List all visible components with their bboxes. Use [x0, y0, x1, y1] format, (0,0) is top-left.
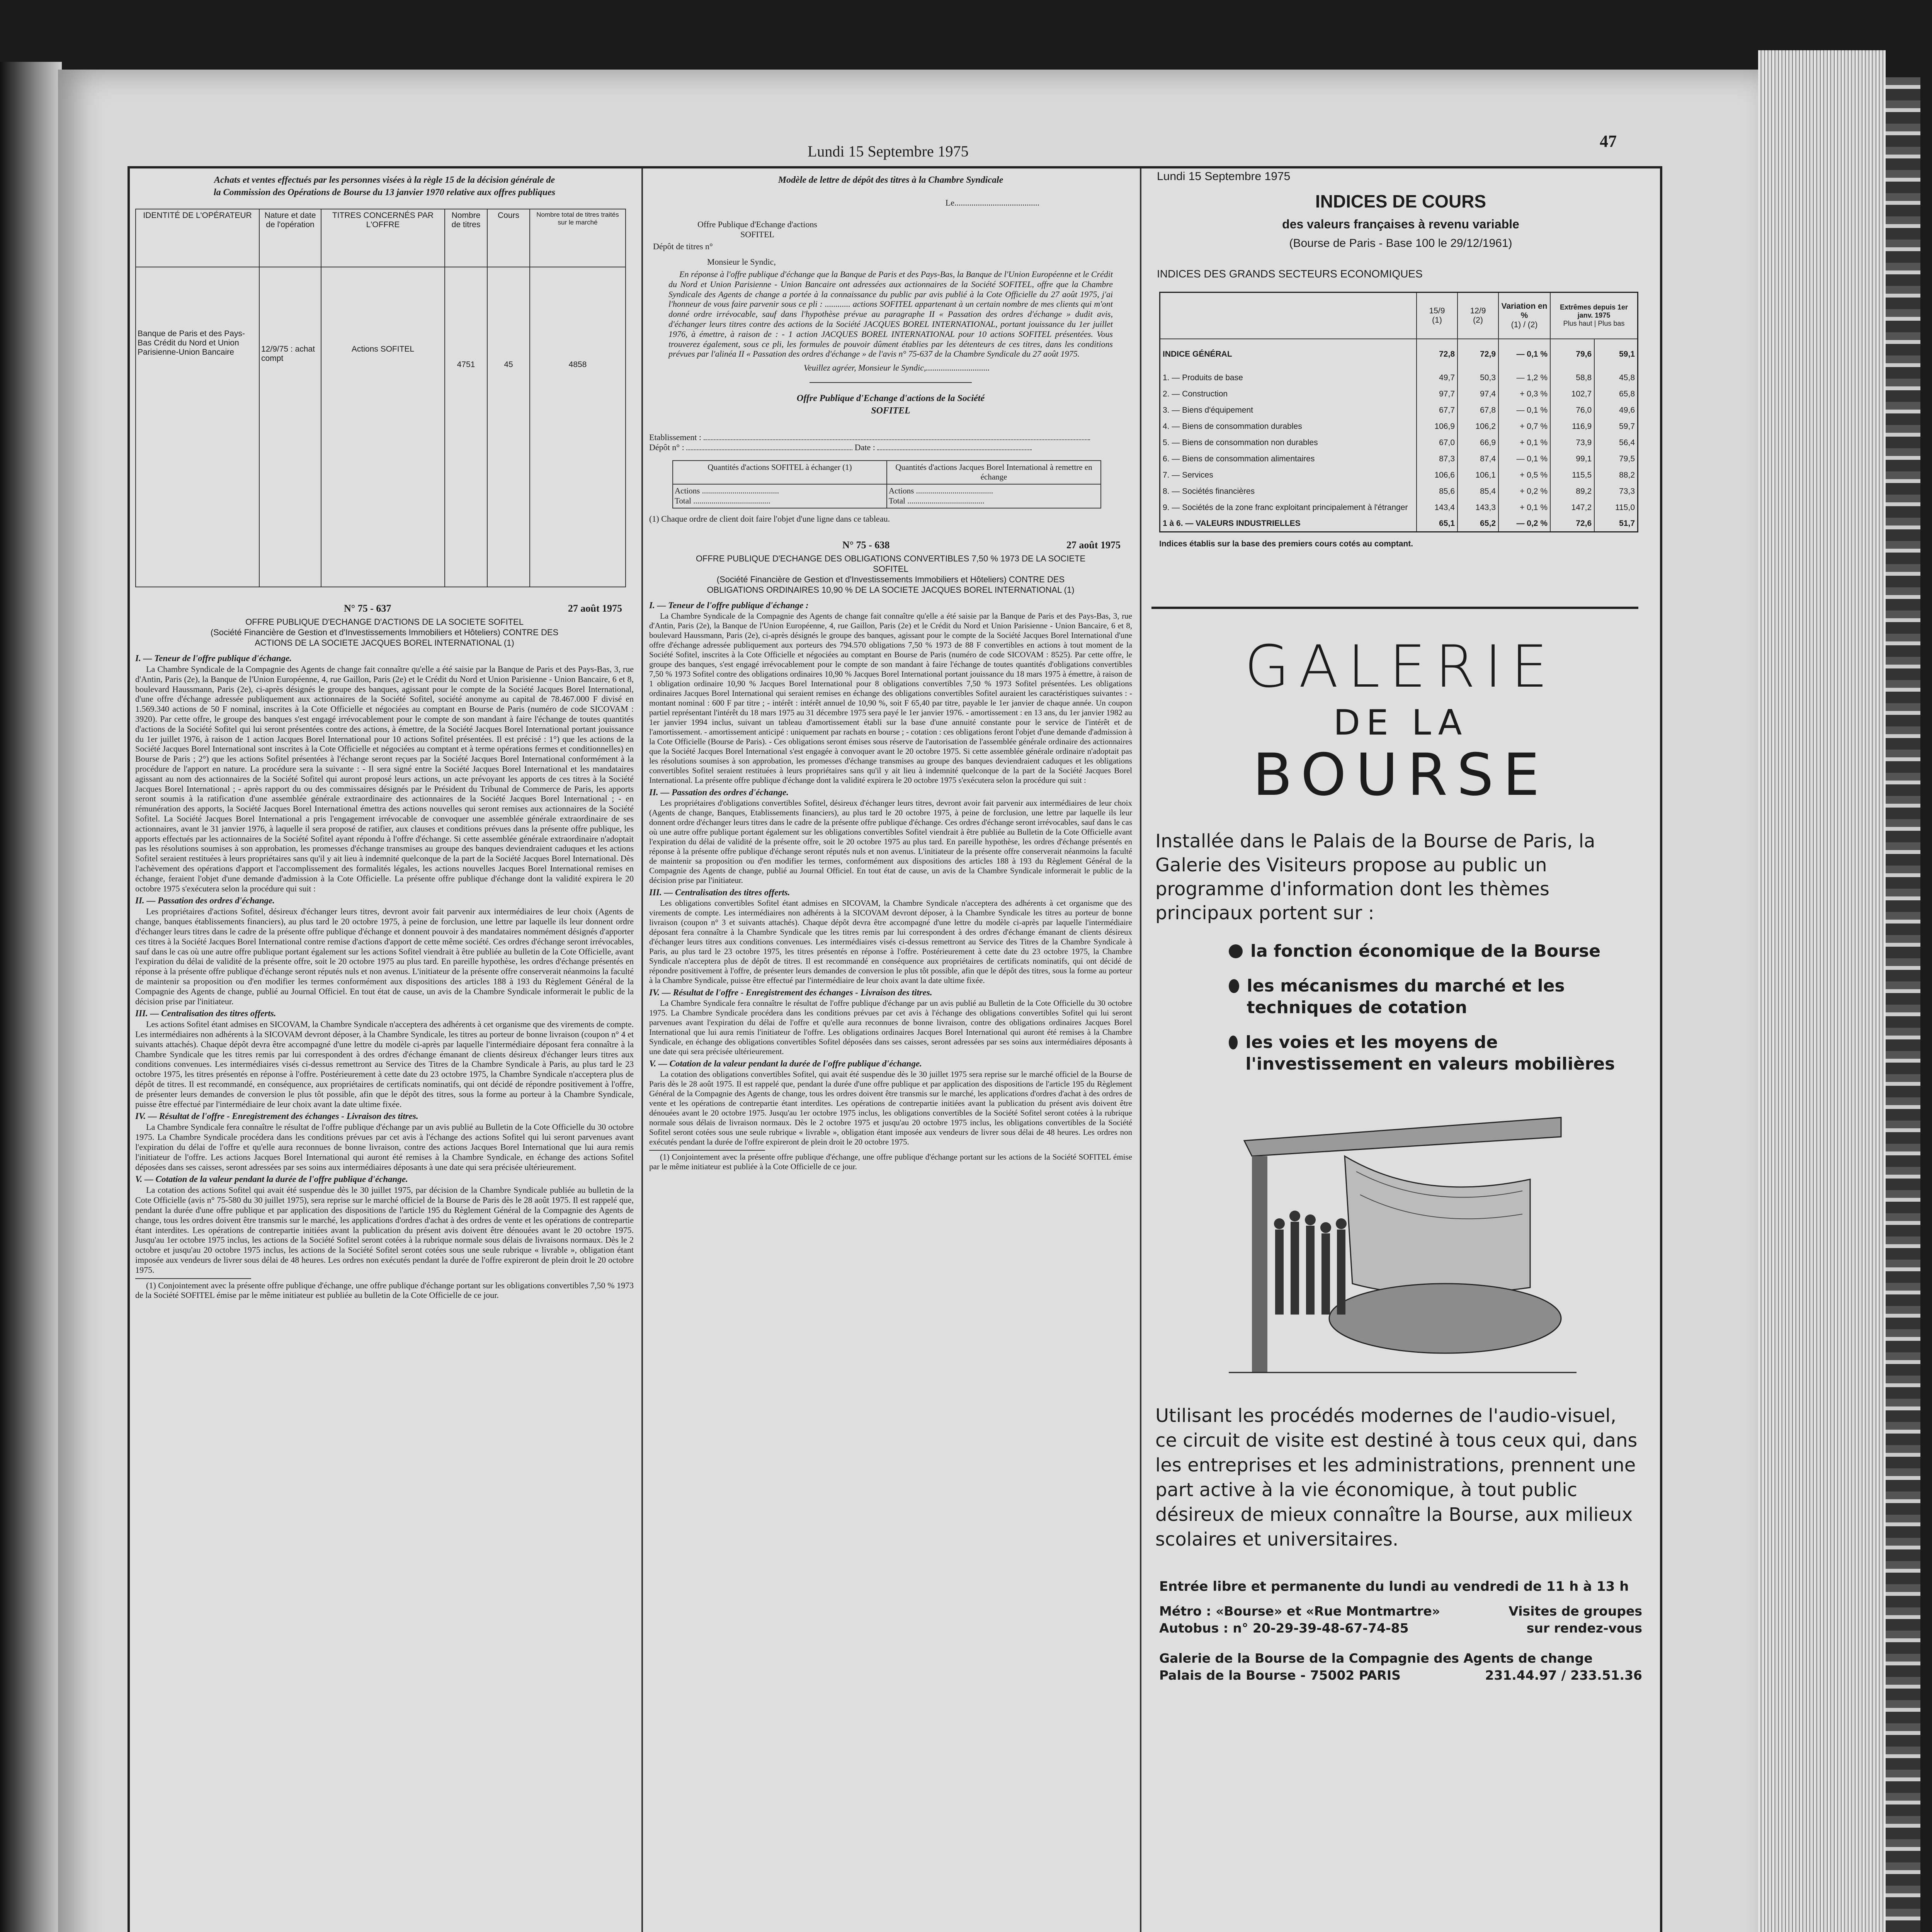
form-title: Offre Publique d'Echange d'actions de la Société SOFITEL [796, 393, 985, 416]
index-row [1160, 370, 1638, 386]
n2-s3-heading: III. — Centralisation des titres offerts. [649, 887, 790, 897]
cell-nombre: 4751 [445, 267, 487, 587]
n2-s3-text: Les obligations convertibles Sofitel étant admises en SICOVAM, la Chambre Syndicale n'acceptera des adhérents à cet organisme que des virements de compte. Les intermédiaires non adhérents à la SICOVAM devront déposer, à la Chambre Syndicale les titres au porteur de bonne livraison (coupon n° 3 et suivants attachés). Chaque dépôt devra être accompagné d'une lettre du modèle ci-après par laquelle l'intermédiaire déposant fera connaître à la Chambre Syndicale que les titres remis par lui correspondent à des ordres d'échange émanant de clients désireux d'échanger leurs titres aux conditions convenues. Les intermédiaires visés ci-dessus remettront au Service des Titres de la Chambre Syndicale à Paris, au plus tard le 23 octobre 1975, les titres présentés en réponse à l'offre. Postérieurement à cette date du 23 octobre 1975, la Chambre Syndicale n'acceptera plus de dépôt de titres. Il est recommandé en conséquence aux propriétaires de certificats nominatifs, qui ont décidé de répondre positivement à l'offre, de présenter leurs demandes de conversion le plus tôt possible, afin que le dépôt des titres, sous la forme au porteur à la Chambre Syndicale, puisse être effectué par l'intermédiaire de leur choix avant la date ultime fixée. [649, 898, 1132, 985]
notice-637-date: 27 août 1975 [568, 603, 622, 614]
s4-text: La Chambre Syndicale fera connaître le résultat de l'offre publique d'échange par un avis publié au Bulletin de la Cote Officielle du 30 octobre 1975. La Chambre Syndicale procédera dans les conditions prévues par cet avis à l'échange des actions Sofitel qui lui seront parvenues avant l'expiration du délai de l'offre et qu'elle aura reconnues de bonne livraison, contre des actions Jacques Borel International que lui aura remis l'initiateur de l'offre. Les actions Jacques Borel International qui auront été remises à la Chambre Syndicale, en échange des actions Sofitel déposées dans ses caisses, seront adressées par ses soins aux intermédiaires déposants à une date qui sera précisée ultérieurement. [135, 1122, 634, 1172]
n2-s1-text: La Chambre Syndicale de la Compagnie des Agents de change fait connaître qu'elle a été saisie par la Banque de Paris et des Pays-Bas, 3, rue d'Antin, Paris (2e), la Banque de l'Union Européenne, 4, rue Gaillon, Paris (2e) et le Crédit du Nord et Union Parisienne - Union Bancaire, 6 et 8, boulevard Haussmann, Paris (2e), ci-après désignés le groupe des banques, agissant pour le compte de la Société Jacques Borel International d'une offre d'échange adressée publiquement aux porteurs des 794.570 obligations 7,50 % 1973 de 88 F convertibles en actions à tout moment de la Société Sofitel, inscrites à la Cote Officielle et négociées au comptant en Bourse de Paris (numéro de code SICOVAM : 8525). Par cette offre, le groupe des banques, s'est engagé irrévocablement pour le compte de son mandant à faire l'échange de toutes quantités d'obligations convertibles 7,50 % 1973 Sofitel contre des obligations ordinaires 10,90 % Jacques Borel International portant jouissance du 18 mars 1975 à émettre, à raison de 1 obligation ordinaire 10,90 % Jacques Borel International pour 8 obligations convertibles 7,50 % 1973 Sofitel présentées. Les obligations ordinaires Jacques Borel International qui seraient remises en échange des obligations convertibles Sofitel auraient les caractéristiques suivantes : - montant nominal : 600 F par titre ; - intérêt : intérêt annuel de 10,90 %, soit F 65,40 par titre, payable le 1er janvier de chaque année. Un coupon partiel représentant l'intérêt du 18 mars 1975 au 31 décembre 1975 sera payé le 1er janvier 1976. - amortissement : en 13 ans, du 1er janvier 1982 au 1er janvier 1994 inclus, suivant un tableau d'amortissement établi sur la base d'une annuité constante pour le service de l'intérêt et de l'amortissement. - amortissement anticipé : uniquement par rachats en bourse ; - cotation : ces obligations feront l'objet d'une demande d'admission à la Cote Officielle (Bourse de Paris). - Ces obligations seront émises sous réserve de l'autorisation de l'assemblée générale ordinaire des actionnaires que la Société Jacques Borel International s'est engagée à convoquer avant le 20 octobre 1975. Si cette assemblée générale ordinaire n'adoptait pas les résolutions soumises à son approbation, les promesses d'échange transmises au groupe des banques deviendraient caduques et les obligations convertibles Sofitel seraient restituées à leurs propriétaires sans qu'il y ait lieu à indemnité quelconque de la part de la Société Jacques Borel International. La présente offre publique d'échange dont la validité expirera le 20 octobre 1975 s'exécutera selon la procédure qui suit : [649, 611, 1132, 785]
binding-cover [1886, 77, 1920, 1932]
ad-bullets [1229, 940, 1650, 1075]
notice-637-subtitle: (Société Financière de Gestion et d'Investissements Immobiliers et Hôteliers) CONTRE DES ACTIONS DE LA SOCIETE JACQUES BOREL INTERNATIONAL (1) [210, 628, 559, 648]
ad-h3: BOURSE [1252, 742, 1549, 809]
index-cell-label: 4. — Biens de consommation durables [1163, 422, 1302, 431]
th-c3 [1498, 293, 1550, 339]
form-establishment-line [704, 439, 1090, 440]
index-cell-label: 8. — Sociétés financières [1163, 486, 1255, 496]
th-c1-date: 15/9 [1429, 306, 1445, 315]
index-row [1160, 516, 1638, 532]
th-c2 [1458, 293, 1498, 339]
indices-body [1160, 339, 1638, 532]
ad-bullet-2-text: les mécanismes du marché et les techniques de cotation [1247, 976, 1565, 1017]
ad-address-2: Palais de la Bourse - 75002 PARIS [1159, 1668, 1401, 1683]
form-deposit-label: Dépôt n° : [649, 442, 684, 452]
form-row2-label: Total [675, 496, 691, 505]
index-cell-lo: 45,8 [1594, 370, 1638, 386]
form-row1-label: Actions [675, 486, 700, 496]
ad-rule [1151, 607, 1638, 609]
form-note: (1) Chaque ordre de client doit faire l'objet d'une ligne dans ce tableau. [649, 514, 890, 524]
index-row [1160, 483, 1638, 500]
index-cell-v2: 85,4 [1458, 483, 1498, 500]
deposit-form [649, 432, 1132, 524]
index-cell-label: 3. — Biens d'équipement [1163, 405, 1253, 415]
index-cell-v2: 106,1 [1458, 467, 1498, 483]
index-cell-var: + 0,1 % [1498, 435, 1550, 451]
index-cell-lo: 49,6 [1594, 402, 1638, 418]
ad-transport [1159, 1603, 1642, 1637]
curved-screen [1345, 1156, 1530, 1294]
index-cell-hi: 99,1 [1550, 451, 1594, 467]
index-cell-var: — 0,1 % [1498, 402, 1550, 418]
ad-bullet-2 [1229, 975, 1650, 1019]
letter-place: Le........................................ [945, 198, 1039, 207]
floor-platform [1329, 1284, 1561, 1353]
indices-table [1159, 292, 1638, 532]
page-number: 47 [1600, 132, 1617, 151]
s1-heading: I. — Teneur de l'offre publique d'échange. [135, 653, 292, 663]
notice-638-date: 27 août 1975 [1066, 539, 1121, 551]
th-nature: Nature et date de l'opération [259, 209, 321, 267]
th-blank [1160, 293, 1417, 339]
bullet-dot-icon [1229, 944, 1243, 958]
column-separator-1 [641, 168, 643, 1932]
index-cell-label: 1. — Produits de base [1163, 373, 1243, 382]
th-c3-label: Variation en % [1501, 301, 1548, 320]
index-cell-var: — 1,2 % [1498, 370, 1550, 386]
th-c1 [1417, 293, 1458, 339]
form-table [672, 460, 1101, 509]
index-cell-hi: 72,6 [1550, 516, 1594, 532]
indices-note: Indices établis sur la base des premiers cours cotés au comptant. [1159, 539, 1413, 548]
th-c4-hi: Plus haut [1563, 320, 1592, 328]
index-cell-v2: 65,2 [1458, 516, 1498, 532]
th-c2-date: 12/9 [1470, 306, 1486, 315]
cell-titres: Actions SOFITEL [321, 267, 445, 587]
ad-metro: Métro : «Bourse» et «Rue Montmartre» [1159, 1604, 1440, 1619]
index-cell-var: + 0,2 % [1498, 483, 1550, 500]
page-stack-edge [1758, 50, 1886, 1932]
pillar [1252, 1156, 1267, 1372]
s5-heading: V. — Cotation de la valeur pendant la durée de l'offre publique d'échange. [135, 1174, 408, 1184]
index-cell-v1: 67,7 [1417, 402, 1458, 418]
ad-address [1159, 1650, 1642, 1684]
letter-salutation: Monsieur le Syndic, [707, 257, 776, 267]
index-cell-var: — 0,1 % [1498, 339, 1550, 370]
notice-638-number: N° 75 - 638 [842, 539, 890, 551]
table-title: Achats et ventes effectués par les personnes visées à la règle 15 de la décision générale de la Commission des Opérations de Bourse du 13 janvier 1970 relative aux offres publiques [213, 175, 556, 197]
index-cell-v1: 72,8 [1417, 339, 1458, 370]
index-cell-v1: 67,0 [1417, 435, 1458, 451]
index-cell-v1: 87,3 [1417, 451, 1458, 467]
n2-s5-heading: V. — Cotation de la valeur pendant la durée de l'offre publique d'échange. [649, 1058, 922, 1068]
notice-637-header [135, 603, 634, 614]
operations-table [135, 209, 626, 587]
n2-s1-heading: I. — Teneur de l'offre publique d'échange : [649, 600, 809, 610]
letter-closing: Veuillez agréer, Monsieur le Syndic,.............................. [804, 363, 990, 373]
index-row [1160, 435, 1638, 451]
index-cell-lo: 59,1 [1594, 339, 1638, 370]
ad-bullet-3 [1229, 1032, 1650, 1075]
cell-operator: Banque de Paris et des Pays-Bas Crédit du Nord et Union Parisienne-Union Bancaire [136, 267, 259, 587]
index-cell-v2: 106,2 [1458, 418, 1498, 435]
letter-deposit: Dépôt de titres n° [653, 242, 713, 252]
th-c2-num: (2) [1473, 315, 1483, 325]
s1-text: La Chambre Syndicale de la Compagnie des Agents de change fait connaître qu'elle a été saisie par la Banque de Paris et des Pays-Bas, 3, rue d'Antin, Paris (2e), la Banque de l'Union Européenne, 4, rue Gaillon, Paris (2e) et le Crédit du Nord et Union Parisienne - Union Bancaire, 6 et 8, boulevard Haussmann, Paris (2e), ci-après désignés le groupe des banques, agissant pour le compte de la Société Jacques Borel International, d'une offre d'échange adressée publiquement aux actionnaires de la Société Sofitel, société anonyme au capital de 78.467.000 F divisé en 1.569.340 actions de 50 F nominal, inscrites à la Cote Officielle et négociées au comptant en Bourse de Paris (numéro de code SICOVAM : 3920). Par cette offre, le groupe des banques s'est engagé irrévocablement pour le compte de son mandant à faire l'échange de toutes quantités d'actions de la Société Sofitel qui lui seront présentées contre des actions, à émettre, de la Société Jacques Borel International portant jouissance du 1er juillet 1976, à raison de 1 action Jacques Borel International pour 10 actions Sofitel présentées. Il est précisé : 1°) que les actions de la Société Jacques Borel International sont inscrites à la Cote Officielle et négociées au comptant et à terme opérations fermes et conditionnelles) en Bourse de Paris ; 2°) que les actions Sofitel présentées à l'échange seront reçues par la Société Jacques Borel International conformément à la procédure de l'apport en nature. La procédure sera la suivante : - Il sera signé entre la Société Jacques Borel International et les mandataires agissant au nom des actionnaires de la Société Sofitel qui auront proposé leurs actions, un acte prévoyant les apports de ces titres à la Société Jacques Borel International ; - après rapport du ou des commissaires désignés par le Président du Tribunal de Commerce de Paris, les apports seront soumis à la ratification d'une assemblée générale extraordinaire des actionnaires de la Société Jacques Borel International ; - en rémunération des apports, la Société Jacques Borel International émettra des actions nouvelles qui seront remises aux actionnaires de la Société Sofitel. La Société Jacques Borel International a pris l'engagement irrévocable de convoquer une assemblée générale extraordinaire de ses actionnaires, avant le 31 janvier 1976, à laquelle il sera proposé de ratifier, aux clauses et conditions prévues dans la présente offre publique, les apports effectués par les actionnaires de la Société Sofitel ayant répondu à l'offre d'échange. Si cette assemblée générale extraordinaire n'adoptait pas les résolutions soumises à son approbation, les promesses d'échange transmises au groupe des banques deviendraient caduques et les actions Sofitel seraient restituées à leurs propriétaires sans qu'il y ait lieu à indemnité quelconque de la part de la Société Jacques Borel International. Dès l'achèvement des opérations d'apport et l'accomplissement des formalités légales, les actions nouvelles Jacques Borel International remises en échange, feraient l'objet d'une demande d'admission à la Cote Officielle. La présente offre publique d'échange dont la validité expirera le 20 octobre 1975 s'exécutera selon la procédure qui suit : [135, 664, 634, 893]
bullet-dot-icon [1229, 979, 1239, 993]
index-cell-lo: 59,7 [1594, 418, 1638, 435]
s3-text: Les actions Sofitel étant admises en SICOVAM, la Chambre Syndicale n'acceptera des adhérents à cet organisme que des virements de compte. Les intermédiaires non adhérents à la SICOVAM devront déposer, à la Chambre Syndicale, les titres au porteur de bonne livraison (coupon n° 4 et suivants attachés). Chaque dépôt devra être accompagné d'une lettre du modèle ci-après par laquelle l'intermédiaire déposant fera connaître à la Chambre Syndicale que les titres remis par lui correspondent à des ordres d'échange émanant de clients désireux d'échanger leurs titres aux conditions convenues. Les intermédiaires visés ci-dessus remettront au Service des Titres de la Chambre Syndicale à Paris, au plus tard le 23 octobre 1975, les titres présentés en réponse à l'offre. Postérieurement à cette date du 23 octobre 1975, la Chambre Syndicale n'acceptera plus de dépôt de titres. Il est recommandé, en conséquence, aux propriétaires de certificats nominatifs, qui ont décidé de répondre positivement à l'offre, de présenter leurs demandes de conversion le plus tôt possible, afin que le dépôt des titres, sous la forme au porteur à la Chambre Syndicale, puisse être effectué par l'intermédiaire de leur choix avant la date ultime fixée. [135, 1019, 634, 1109]
index-cell-label: 9. — Sociétés de la zone franc exploitant principalement à l'étranger [1163, 503, 1408, 512]
notice-637-title [197, 617, 572, 648]
index-cell-v1: 106,6 [1417, 467, 1458, 483]
ad-bullet-1 [1229, 940, 1650, 962]
index-cell-v2: 67,8 [1458, 402, 1498, 418]
index-cell-label: INDICE GÉNÉRAL [1163, 350, 1232, 359]
form-h2: Quantités d'actions Jacques Borel International à remettre en échange [887, 461, 1101, 485]
journal-page [58, 70, 1758, 1932]
form-deposit-line [686, 449, 852, 450]
form-date-line [877, 449, 1032, 450]
form-row1-label-right: Actions [889, 486, 914, 496]
ad-h2: DE LA [1333, 702, 1468, 743]
notice-637-number: N° 75 - 637 [344, 603, 391, 614]
index-cell-v1: 85,6 [1417, 483, 1458, 500]
th-c1-num: (1) [1432, 315, 1442, 325]
th-nombre: Nombre de titres [445, 209, 487, 267]
ad-bullet-1-text: la fonction économique de la Bourse [1250, 941, 1601, 961]
notice-638-title [688, 553, 1094, 595]
n2-s2-heading: II. — Passation des ordres d'échange. [649, 787, 789, 797]
ad-groups-1: Visites de groupes [1509, 1604, 1642, 1619]
n2-s4-text: La Chambre Syndicale fera connaître le résultat de l'offre publique d'échange par un avis publié au Bulletin de la Cote Officielle du 30 octobre 1975. La Chambre Syndicale procédera dans les conditions prévues par cet avis à l'échange des obligations convertibles Sofitel qui lui seront parvenues avant l'expiration du délai de l'offre et qu'elle aura reconnues de bonne livraison, contre des obligations ordinaires Jacques Borel International que lui aura remis l'initiateur de l'offre. Les obligations ordinaires Jacques Borel International qui auront été remises à la Chambre Syndicale, en échange des obligations convertibles Sofitel déposées dans ses caisses, seront adressées par ses soins aux intermédiaires déposants à une date qui sera précisée ultérieurement. [649, 998, 1132, 1056]
th-total: Nombre total de titres traités sur le marché [530, 209, 626, 267]
form-establishment-label: Etablissement : [649, 432, 702, 442]
indices-title: INDICES DE COURS [1315, 191, 1486, 211]
visitor-figures [1274, 1211, 1347, 1315]
index-cell-v1: 143,4 [1417, 500, 1458, 516]
index-cell-v2: 50,3 [1458, 370, 1498, 386]
s5-text: La cotation des actions Sofitel qui avait été suspendue dès le 30 juillet 1975, par décision de la Chambre Syndicale publiée au bulletin de la Cote Officielle (avis n° 75-580 du 30 juillet 1975), sera reprise sur le marché officiel de la Bourse de Paris dès le 28 août 1975. Il est rappelé que, pendant la durée d'une offre publique et par application des dispositions de l'article 195 du Règlement Général de la Compagnie des Agents de change, tous les ordres doivent être transmis sur le marché, les applications d'ordres d'achat à des ordres de vente et les opérations de contrepartie étant interdites. Les opérations de contrepartie initiées avant la publication du présent avis doivent être dénouées avant le 20 octobre 1975. Jusqu'au 1er octobre 1975 inclus, les actions de la Société Sofitel seront cotées à la rubrique normale sous délais de livraisons normaux. Dès le 2 octobre et jusqu'au 20 octobre 1975 inclus, les actions de la Société Sofitel seront cotées sous une seule rubrique « livrable », obligation étant imposée aux vendeurs de livrer sous délai de 48 heures. Les ordres non exécutés pendant la durée de l'offre expireront de plein droit le 20 octobre 1975. [135, 1185, 634, 1275]
index-cell-v2: 66,9 [1458, 435, 1498, 451]
footnote: (1) Conjointement avec la présente offre publique d'échange, une offre publique d'échange portant sur les obligations convertibles 7,50 % 1973 de la Société SOFITEL émise par le même initiateur est publiée au bulletin de la Cote Officielle de ce jour. [135, 1280, 634, 1300]
index-cell-hi: 73,9 [1550, 435, 1594, 451]
index-row [1160, 500, 1638, 516]
index-cell-lo: 65,8 [1594, 386, 1638, 402]
s3-heading: III. — Centralisation des titres offerts. [135, 1009, 276, 1019]
n2-s4-heading: IV. — Résultat de l'offre - Enregistrement des échanges - Livraison des titres. [649, 987, 932, 997]
n2-s5-text: La cotation des obligations convertibles Sofitel, qui avait été suspendue dès le 30 juillet 1975 sera reprise sur le marché officiel de la Bourse de Paris dès le 28 août 1975. Il est rappelé que, pendant la durée d'une offre publique et par application des dispositions de l'article 195 du Règlement Général de la Compagnie des Agents de change, tous les ordres doivent être transmis sur le marché, les applications d'ordres d'achat à des ordres de vente et les opérations de contrepartie étant interdites. Les opérations de contrepartie initiées avant la publication du présent avis doivent être dénouées avant le 20 octobre 1975. Jusqu'au 1er octobre 1975 inclus, les obligations convertibles de la Société Sofitel seront cotées à la rubrique normale sous délais de livraison normaux. Dès le 2 octobre 1975 et jusqu'au 20 octobre 1975 inclus, les obligations convertibles de la Société Sofitel seront cotées sous une seule rubrique « livrable », obligation étant imposée aux vendeurs de livrer sous délai de 48 heures. Les ordres non exécutés pendant la durée de l'offre expireront de plein droit le 20 octobre 1975. [649, 1069, 1132, 1146]
ad-hours: Entrée libre et permanente du lundi au vendredi de 11 h à 13 h [1159, 1579, 1629, 1594]
letter-body: En réponse à l'offre publique d'échange que la Banque de Paris et des Pays-Bas, la Banque de l'Union Européenne et le Crédit du Nord et Union Parisienne - Union Bancaire ont adressées aux actionnaires de la Société SOFITEL, offre que la Chambre Syndicale des Agents de change a portée à la connaissance du public par avis publié à la Cote Officielle du 27 août 1975, j'ai l'honneur de vous faire parvenir sous ce pli : ............ actions SOFITEL appartenant à un certain nombre de mes clients qui m'ont donné ordre irrévocable, sauf dans l'hypothèse prévue au paragraphe II « Passation des ordres d'échange » dudit avis, d'échanger leurs titres contre des actions de la Société JACQUES BOREL INTERNATIONAL, portant jouissance du 1er juillet 1976, à émettre, à raison de : - 1 action JACQUES BOREL INTERNATIONAL pour 10 actions SOFITEL présentées. Vous trouverez également, sous ce pli, les formules de pouvoir dûment établies par les détenteurs de ces titres, dans les conditions prévues par l'alinéa II « Passation des ordres d'échange » de l'avis n° 75-637 de la Chambre Syndicale du 27 août 1975. [668, 269, 1113, 359]
notice-638-body [649, 600, 1132, 1172]
index-cell-v2: 97,4 [1458, 386, 1498, 402]
form-h1: Quantités d'actions SOFITEL à échanger (1) [673, 461, 887, 485]
galerie-ad [1151, 633, 1650, 1684]
indices-date: Lundi 15 Septembre 1975 [1157, 170, 1291, 183]
index-row [1160, 467, 1638, 483]
index-row [1160, 418, 1638, 435]
index-cell-label: 7. — Services [1163, 470, 1213, 480]
index-cell-v1: 65,1 [1417, 516, 1458, 532]
index-row [1160, 451, 1638, 467]
ceiling-panel [1244, 1117, 1561, 1156]
ad-bullet-3-text: les voies et les moyens de l'investissement en valeurs mobilières [1245, 1032, 1615, 1074]
form-deposit [649, 442, 1132, 452]
indices-base: (Bourse de Paris - Base 100 le 29/12/1961) [1289, 237, 1512, 250]
index-cell-label: 6. — Biens de consommation alimentaires [1163, 454, 1315, 463]
index-cell-var: + 0,1 % [1498, 500, 1550, 516]
ad-h1: GALERIE [1244, 633, 1557, 701]
th-titres: TITRES CONCERNÉS PAR L'OFFRE [321, 209, 445, 267]
column-2 [649, 174, 1132, 1172]
index-row [1160, 386, 1638, 402]
form-establishment [649, 432, 1132, 442]
letter-title: Modèle de lettre de dépôt des titres à la Chambre Syndicale [778, 175, 1003, 185]
th-c4-label: Extrêmes depuis 1er janv. 1975 [1560, 303, 1628, 320]
form-date-label: Date : [854, 442, 875, 452]
column-3 [1151, 170, 1650, 1684]
cell-total: 4858 [530, 267, 626, 587]
index-cell-lo: 115,0 [1594, 500, 1638, 516]
s2-text: Les propriétaires d'actions Sofitel, désireux d'échanger leurs titres, devront avoir fait parvenir aux intermédiaires de leur choix (Agents de change, banques établissements financiers), au plus tard le 20 octobre 1975, à peine de forclusion, une lettre par laquelle ils leur donnent ordre d'échanger leurs titres dans le cadre de la présente offre publique d'échange et donnent pouvoir à des mandataires nommément désignés d'apporter ces titres à la Société Jacques Borel International contre remise d'actions d'apport de cette même société. Ces ordres d'échange seront irrévocables, sauf dans le cas où une autre offre publique portant également sur les actions Sofitel viendrait à être publiée au bulletin de la Cote Officielle, avant l'expiration du délai de validité de la présente offre, soit le 20 octobre 1975 au plus tard. En pareille hypothèse, les ordres d'échange présentés en réponse à la présente offre publique d'échange seront réputés nuls et non avenus. L'initiateur de la présente offre conserverait néanmoins la faculté de maintenir sa proposition ou d'en modifier les termes conformément aux dispositions des articles 188 à 193 du Règlement Général de la Compagnie des Agents de change, publié au Journal Officiel. En tout état de cause, un avis de la Chambre Syndicale informerait le public de la décision prise par l'initiateur. [135, 906, 634, 1006]
index-cell-lo: 51,7 [1594, 516, 1638, 532]
ad-address-line2 [1159, 1667, 1642, 1684]
notice-637-body [135, 653, 634, 1300]
gallery-illustration [1229, 1102, 1577, 1380]
index-row [1160, 339, 1638, 370]
index-cell-var: + 0,7 % [1498, 418, 1550, 435]
cell-cours: 45 [487, 267, 530, 587]
index-cell-v2: 143,3 [1458, 500, 1498, 516]
index-cell-v1: 106,9 [1417, 418, 1458, 435]
notice-638-title-text: OFFRE PUBLIQUE D'ECHANGE DES OBLIGATIONS CONVERTIBLES 7,50 % 1973 DE LA SOCIETE SOFITEL [696, 553, 1086, 574]
index-cell-var: — 0,1 % [1498, 451, 1550, 467]
bullet-dot-icon [1229, 1036, 1238, 1049]
sectors-title: INDICES DES GRANDS SECTEURS ECONOMIQUES [1157, 268, 1423, 280]
index-cell-label: 1 à 6. — VALEURS INDUSTRIELLES [1163, 519, 1301, 528]
th-c4-lo: Plus bas [1598, 320, 1625, 328]
index-cell-hi: 89,2 [1550, 483, 1594, 500]
index-cell-hi: 147,2 [1550, 500, 1594, 516]
running-date: Lundi 15 Septembre 1975 [808, 143, 969, 160]
index-cell-hi: 79,6 [1550, 339, 1594, 370]
index-cell-hi: 76,0 [1550, 402, 1594, 418]
index-cell-v2: 72,9 [1458, 339, 1498, 370]
ad-transport-left [1159, 1603, 1440, 1637]
indices-subtitle: des valeurs françaises à revenu variable [1282, 217, 1519, 231]
ad-phone: 231.44.97 / 233.51.36 [1485, 1668, 1642, 1683]
index-cell-lo: 73,3 [1594, 483, 1638, 500]
notice-637-title-text: OFFRE PUBLIQUE D'ECHANGE D'ACTIONS DE LA SOCIETE SOFITEL [245, 617, 524, 627]
column-1 [135, 174, 634, 1301]
n2-s2-text: Les propriétaires d'obligations convertibles Sofitel, désireux d'échanger leurs titres, devront avoir fait parvenir aux intermédiaires de leur choix (Agents de change, Banques, Etablissements financiers), au plus tard le 20 octobre 1975, à peine de forclusion, une lettre par laquelle ils leur donnent ordre d'échanger leurs titres dans le cadre de la présente offre publique d'échange. Ces ordres d'échange seront irrévocables, sauf dans le cas où une autre offre publique portant également sur les obligations convertibles Sofitel viendrait à être publiée au Bulletin de la Cote Officielle avant l'expiration du délai de validité de la présente offre, soit le 20 octobre 1975 au plus tard. En pareille hypothèse, les ordres d'échange présentés en réponse à la présente offre publique d'échange seront réputés nuls et non avenus. L'initiateur de la présente offre conserverait néanmoins la faculté de maintenir sa proposition ou d'en modifier les termes, conformément aux dispositions des articles 188 à 193 du Règlement Général de la Compagnie des Agents de change, publié au Journal Officiel. En tout état de cause, un avis de la Chambre Syndicale informerait le public de la décision prise par l'initiateur. [649, 798, 1132, 885]
footnote-rule [135, 1278, 251, 1279]
letter-rule [810, 382, 972, 383]
index-cell-lo: 79,5 [1594, 451, 1638, 467]
ad-groups-2: sur rendez-vous [1526, 1621, 1642, 1636]
notice-638-header [649, 539, 1132, 551]
n2-footnote: (1) Conjointement avec la présente offre publique d'échange, une offre publique d'échange portant sur les actions de la Société SOFITEL émise par le même initiateur est publiée à la Cote Officielle de ce jour. [649, 1152, 1132, 1171]
notice-638-subtitle: (Société Financière de Gestion et d'Investissements Immobiliers et Hôteliers) CONTRE DES OBLIGATIONS ORDINAIRES 10,90 % DE LA SOCIETE JACQUES BOREL INTERNATIONAL (1) [707, 574, 1075, 595]
letter-addressee: Offre Publique d'Echange d'actions SOFITEL [697, 219, 817, 239]
index-cell-label: 2. — Construction [1163, 389, 1228, 398]
left-page-edge [0, 62, 62, 1932]
ad-body: Utilisant les procédés modernes de l'audio-visuel, ce circuit de visite est destiné à tous ceux qui, dans les entreprises et les administrations, prennent une part active à la vie économique, à tout public désireux de mieux connaître la Bourse, aux milieux scolaires et universitaires. [1155, 1405, 1638, 1550]
index-cell-hi: 102,7 [1550, 386, 1594, 402]
index-cell-label: 5. — Biens de consommation non durables [1163, 438, 1318, 447]
s2-heading: II. — Passation des ordres d'échange. [135, 896, 275, 906]
index-cell-hi: 115,5 [1550, 467, 1594, 483]
index-cell-hi: 58,8 [1550, 370, 1594, 386]
cell-nature: 12/9/75 : achat compt [259, 267, 321, 587]
s4-heading: IV. — Résultat de l'offre - Enregistrement des échanges - Livraison des titres. [135, 1111, 418, 1121]
th-cours: Cours [487, 209, 530, 267]
index-cell-hi: 116,9 [1550, 418, 1594, 435]
letter [649, 198, 1132, 373]
index-cell-v1: 97,7 [1417, 386, 1458, 402]
form-row2-label-right: Total [889, 496, 905, 505]
ad-transport-right [1509, 1603, 1642, 1637]
index-cell-lo: 88,2 [1594, 467, 1638, 483]
index-cell-v2: 87,4 [1458, 451, 1498, 467]
th-c4: Extrêmes depuis 1er janv. 1975 Plus haut | Plus bas [1550, 293, 1638, 339]
form-row1-left: Actions ...................................... Total ...................................... [673, 484, 887, 508]
ad-address-1: Galerie de la Bourse de la Compagnie des Agents de change [1159, 1651, 1593, 1666]
index-cell-var: — 0,2 % [1498, 516, 1550, 532]
ad-intro: Installée dans le Palais de la Bourse de Paris, la Galerie des Visiteurs propose au public un programme d'information dont les thèmes principaux portent sur : [1155, 830, 1595, 924]
index-cell-var: + 0,3 % [1498, 386, 1550, 402]
form-row1-right: Actions ...................................... Total ...................................... [887, 484, 1101, 508]
index-cell-var: + 0,5 % [1498, 467, 1550, 483]
th-c3-num: (1) / (2) [1511, 320, 1538, 329]
index-cell-lo: 56,4 [1594, 435, 1638, 451]
index-cell-v1: 49,7 [1417, 370, 1458, 386]
column-separator-2 [1140, 168, 1141, 1932]
th-identity: IDENTITÉ DE L'OPÉRATEUR [136, 209, 259, 267]
n2-footnote-rule [649, 1150, 765, 1151]
index-row [1160, 402, 1638, 418]
ad-bus: Autobus : n° 20-29-39-48-67-74-85 [1159, 1621, 1409, 1636]
